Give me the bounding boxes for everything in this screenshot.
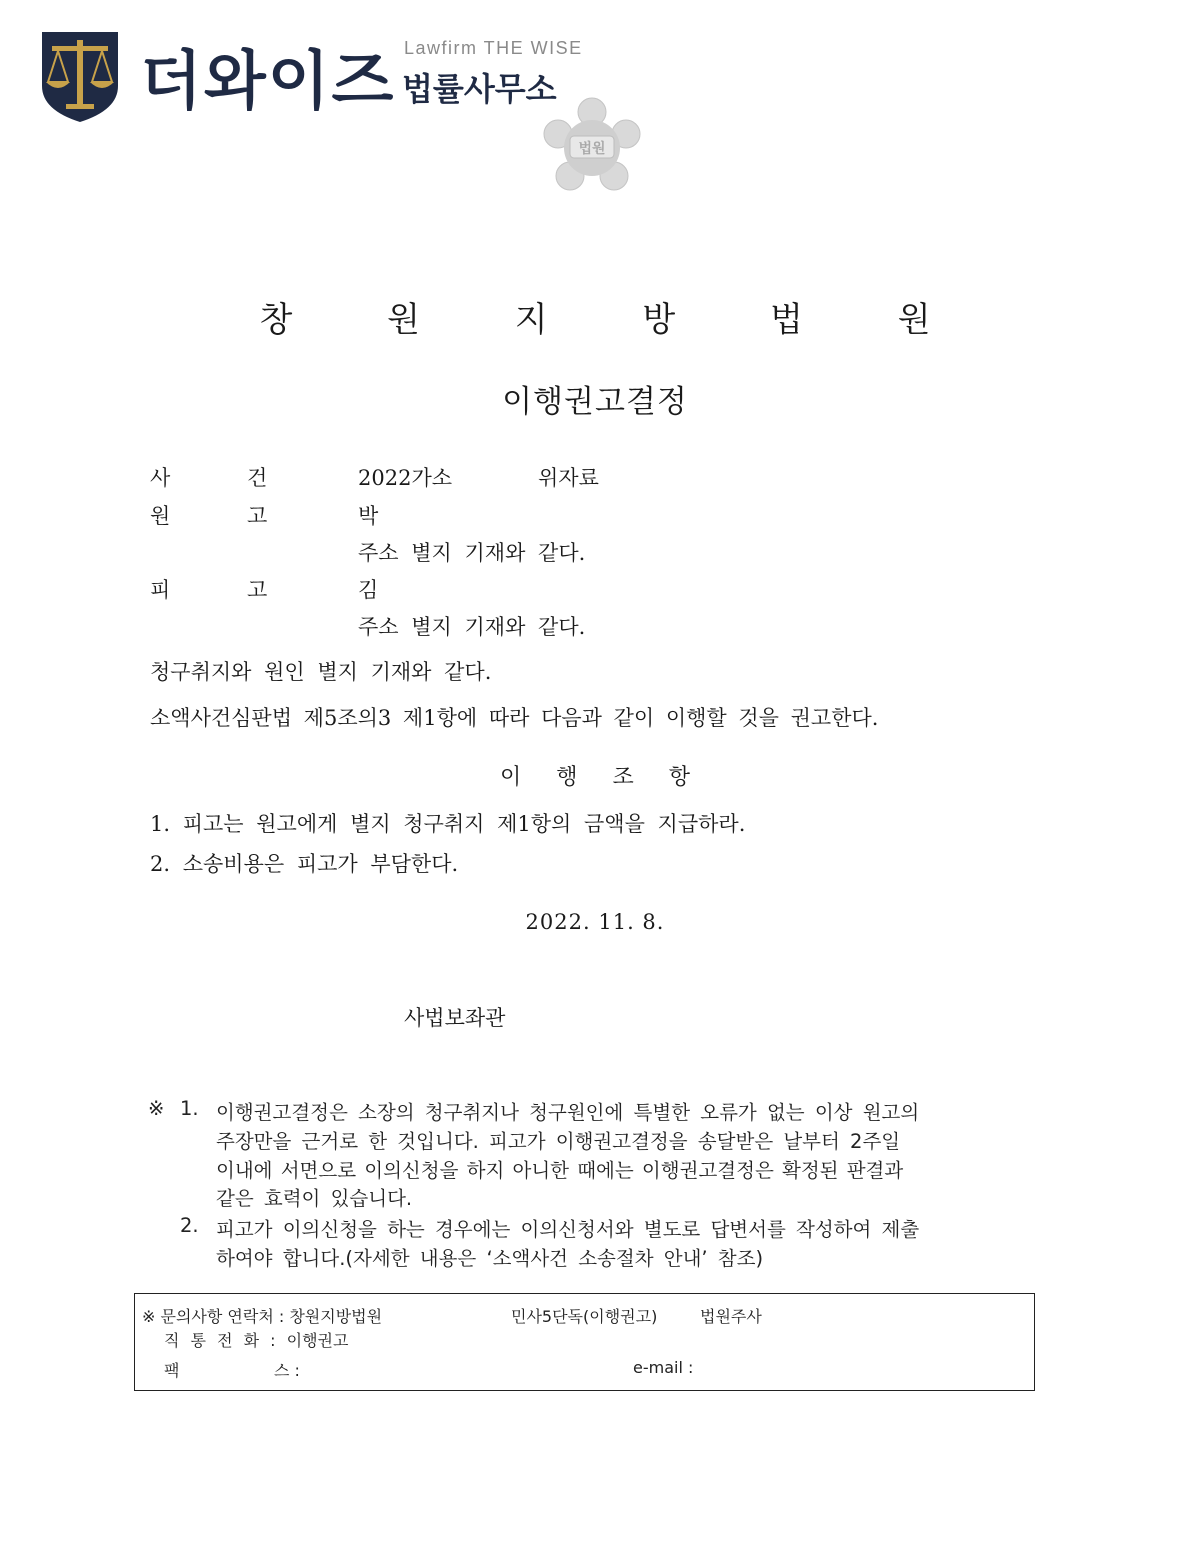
court-seal-icon xyxy=(536,92,648,200)
terms-title: 이 행 조 항 xyxy=(500,765,704,790)
case-subject: 위자료 xyxy=(538,466,599,490)
notice-2-line: 피고가 이의신청을 하는 경우에는 이의신청서와 별도로 답변서를 작성하여 제출 xyxy=(216,1218,920,1241)
notice-1-line: 주장만을 근거로 한 것입니다. 피고가 이행권고결정을 송달받은 날부터 2주일 xyxy=(216,1130,901,1153)
signer-title: 사법보좌관 xyxy=(404,1006,506,1030)
decision-date: 2022. 11. 8. xyxy=(525,910,665,934)
contact-inquiry: ※ 문의사항 연락처 : 창원지방법원 xyxy=(142,1307,383,1326)
contact-email: e-mail : xyxy=(633,1358,694,1377)
plaintiff-label: 원 고 xyxy=(150,504,268,528)
contact-department: 민사5단독(이행권고) xyxy=(511,1307,658,1326)
office-label: 법률사무소 xyxy=(402,70,557,108)
claim-statement: 청구취지와 원인 별지 기재와 같다. xyxy=(150,660,492,684)
term-item-1: 1. 피고는 원고에게 별지 청구취지 제1항의 금액을 지급하라. xyxy=(150,812,746,836)
contact-fax-label: 팩 xyxy=(164,1361,180,1380)
plaintiff-name: 박 xyxy=(358,504,379,528)
document-title: 이행권고결정 xyxy=(502,384,688,420)
notice-1-number: 1. xyxy=(180,1097,199,1120)
contact-clerk: 법원주사 xyxy=(700,1307,762,1326)
notice-1-line: 이행권고결정은 소장의 청구취지나 청구원인에 특별한 오류가 없는 이상 원고의 xyxy=(216,1101,920,1124)
defendant-address: 주소 별지 기재와 같다. xyxy=(358,615,586,639)
scales-of-justice-icon xyxy=(36,26,124,124)
firm-name-english: Lawfirm THE WISE xyxy=(404,38,583,58)
court-name: 창 원 지 방 법 원 xyxy=(259,300,973,340)
notice-mark: ※ xyxy=(148,1097,165,1120)
notice-2-number: 2. xyxy=(180,1214,199,1237)
defendant-name: 김 xyxy=(358,578,379,602)
contact-fax-colon: 스 : xyxy=(274,1361,300,1380)
legal-basis-statement: 소액사건심판법 제5조의3 제1항에 따라 다음과 같이 이행할 것을 권고한다. xyxy=(150,706,879,730)
seal-text: 법원 xyxy=(578,141,606,157)
firm-name: 더와이즈 xyxy=(140,45,396,119)
notice-2-line: 하여야 합니다.(자세한 내용은 ‘소액사건 소송절차 안내’ 참조) xyxy=(216,1247,764,1270)
notice-1-line: 같은 효력이 있습니다. xyxy=(216,1187,413,1210)
defendant-label: 피 고 xyxy=(150,578,268,602)
case-number: 2022가소 xyxy=(358,466,453,490)
term-item-2: 2. 소송비용은 피고가 부담한다. xyxy=(150,852,459,876)
contact-phone: 직 통 전 화 : 이행권고 xyxy=(164,1331,349,1350)
plaintiff-address: 주소 별지 기재와 같다. xyxy=(358,541,586,565)
case-label: 사 건 xyxy=(150,466,268,490)
notice-1-line: 이내에 서면으로 이의신청을 하지 아니한 때에는 이행권고결정은 확정된 판결과 xyxy=(216,1159,904,1182)
